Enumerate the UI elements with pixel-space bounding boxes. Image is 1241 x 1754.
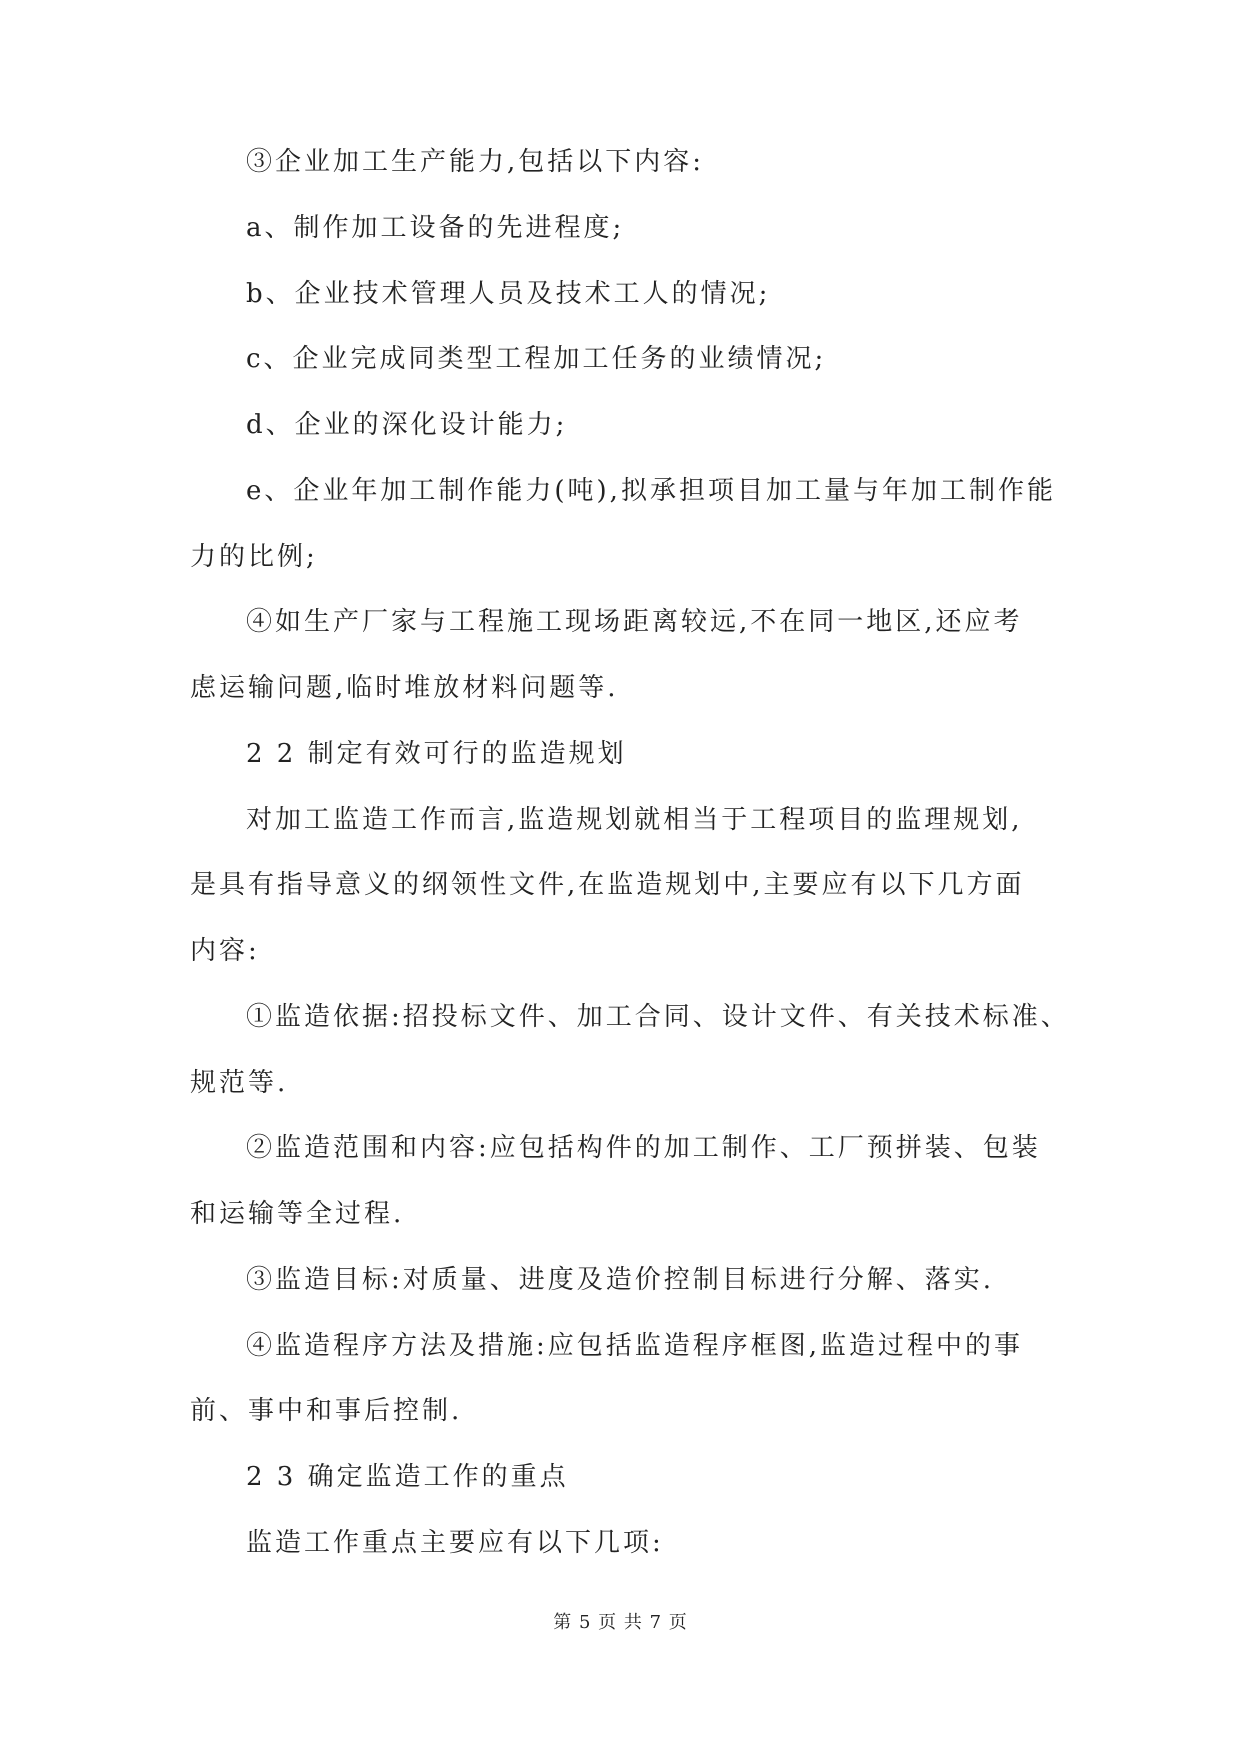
- paragraph-line: 力的比例;: [190, 542, 318, 572]
- page-number-footer: 第 5 页 共 7 页: [553, 1612, 688, 1633]
- section-heading: 2 2 制定有效可行的监造规划: [246, 739, 627, 769]
- paragraph-line: ②监造范围和内容:应包括构件的加工制作、工厂预拼装、包装: [246, 1133, 1041, 1163]
- paragraph-line: d、企业的深化设计能力;: [246, 410, 568, 440]
- paragraph-line: c、企业完成同类型工程加工任务的业绩情况;: [246, 344, 827, 374]
- paragraph-line: ④监造程序方法及措施:应包括监造程序框图,监造过程中的事: [246, 1331, 1024, 1361]
- paragraph-line: ④如生产厂家与工程施工现场距离较远,不在同一地区,还应考: [246, 607, 1023, 637]
- paragraph-line: 虑运输问题,临时堆放材料问题等.: [190, 673, 619, 703]
- paragraph-line: ③企业加工生产能力,包括以下内容:: [246, 147, 705, 177]
- paragraph-line: 对加工监造工作而言,监造规划就相当于工程项目的监理规划,: [246, 805, 1023, 835]
- paragraph-line: ③监造目标:对质量、进度及造价控制目标进行分解、落实.: [246, 1265, 995, 1295]
- paragraph-line: 和运输等全过程.: [190, 1199, 405, 1229]
- paragraph-line: ①监造依据:招投标文件、加工合同、设计文件、有关技术标准、: [246, 1002, 1070, 1032]
- paragraph-line: 是具有指导意义的纲领性文件,在监造规划中,主要应有以下几方面: [190, 870, 1025, 900]
- paragraph-line: a、制作加工设备的先进程度;: [246, 213, 625, 243]
- paragraph-line: 内容:: [190, 936, 260, 966]
- paragraph-line: 规范等.: [190, 1068, 289, 1098]
- paragraph-line: e、企业年加工制作能力(吨),拟承担项目加工量与年加工制作能: [246, 476, 1056, 506]
- paragraph-line: 监造工作重点主要应有以下几项:: [246, 1528, 664, 1558]
- paragraph-line: 前、事中和事后控制.: [190, 1396, 463, 1426]
- paragraph-line: b、企业技术管理人员及技术工人的情况;: [246, 279, 771, 309]
- section-heading: 2 3 确定监造工作的重点: [246, 1462, 569, 1492]
